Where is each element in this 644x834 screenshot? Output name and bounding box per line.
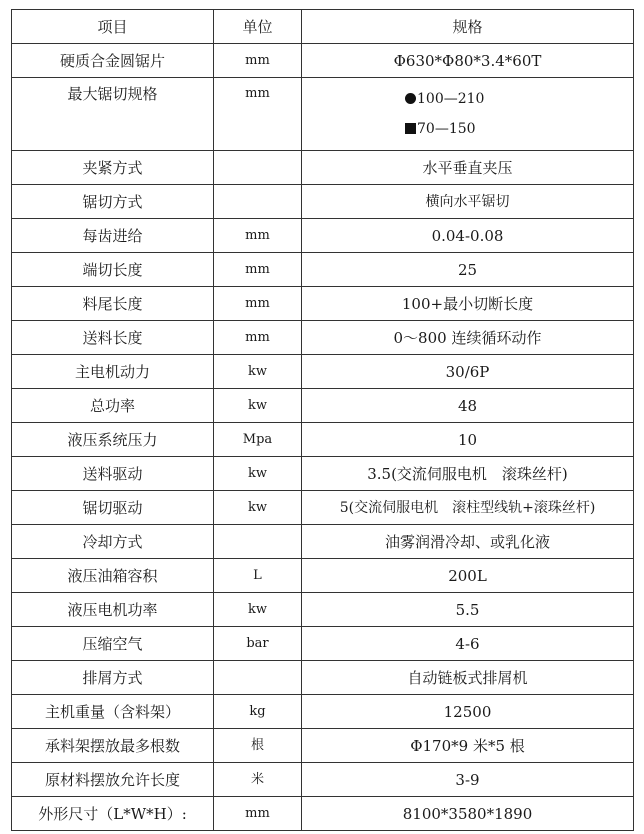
filled-square-icon bbox=[405, 123, 416, 134]
table-header-row bbox=[12, 10, 634, 44]
row-unit: 米 bbox=[214, 763, 302, 797]
table-row bbox=[12, 593, 634, 627]
row-item: 总功率 bbox=[12, 389, 214, 423]
row-spec: 0～800 连续循环动作 bbox=[302, 321, 634, 355]
row-spec: 200L bbox=[302, 559, 634, 593]
row-item: 送料驱动 bbox=[12, 457, 214, 491]
row-item: 外形尺寸（L*W*H）: bbox=[12, 797, 214, 831]
table-row bbox=[12, 661, 634, 695]
header-spec: 规格 bbox=[302, 10, 634, 44]
row-spec: 25 bbox=[302, 253, 634, 287]
row-spec: 5.5 bbox=[302, 593, 634, 627]
row-item: 冷却方式 bbox=[12, 525, 214, 559]
row-unit: mm bbox=[214, 321, 302, 355]
row-spec: 8100*3580*1890 bbox=[302, 797, 634, 831]
row-spec: 12500 bbox=[302, 695, 634, 729]
row-spec: 4-6 bbox=[302, 627, 634, 661]
row-unit: Mpa bbox=[214, 423, 302, 457]
table-row bbox=[12, 78, 634, 151]
row-unit: bar bbox=[214, 627, 302, 661]
row-unit bbox=[214, 185, 302, 219]
table-row bbox=[12, 457, 634, 491]
row-item: 液压油箱容积 bbox=[12, 559, 214, 593]
row-item: 压缩空气 bbox=[12, 627, 214, 661]
table-row bbox=[12, 423, 634, 457]
row-spec: Φ170*9 米*5 根 bbox=[302, 729, 634, 763]
row-unit: kw bbox=[214, 491, 302, 525]
row-spec: 水平垂直夹压 bbox=[302, 151, 634, 185]
row-spec: 横向水平锯切 bbox=[302, 185, 634, 219]
row-unit: mm bbox=[214, 44, 302, 78]
table-row bbox=[12, 44, 634, 78]
table-row bbox=[12, 797, 634, 831]
filled-circle-icon bbox=[405, 93, 416, 104]
row-item: 液压电机功率 bbox=[12, 593, 214, 627]
row-spec: 100+最小切断长度 bbox=[302, 287, 634, 321]
table-row bbox=[12, 491, 634, 525]
row-item: 排屑方式 bbox=[12, 661, 214, 695]
row-unit: mm bbox=[214, 253, 302, 287]
table-row bbox=[12, 355, 634, 389]
spec-square-value: 70—150 bbox=[417, 121, 476, 137]
row-spec: 3-9 bbox=[302, 763, 634, 797]
row-spec: 5(交流伺服电机 滚柱型线轨+滚珠丝杆) bbox=[302, 491, 634, 525]
table-row bbox=[12, 389, 634, 423]
spec-round-line bbox=[302, 84, 633, 114]
table-row bbox=[12, 253, 634, 287]
row-unit: kw bbox=[214, 355, 302, 389]
row-spec bbox=[302, 78, 634, 151]
row-spec: 自动链板式排屑机 bbox=[302, 661, 634, 695]
row-item: 硬质合金圆锯片 bbox=[12, 44, 214, 78]
table-row bbox=[12, 219, 634, 253]
row-spec: 30/6P bbox=[302, 355, 634, 389]
table-row bbox=[12, 321, 634, 355]
row-unit: kw bbox=[214, 457, 302, 491]
table-row bbox=[12, 695, 634, 729]
row-unit: 根 bbox=[214, 729, 302, 763]
row-unit: kg bbox=[214, 695, 302, 729]
row-item: 锯切驱动 bbox=[12, 491, 214, 525]
row-item: 料尾长度 bbox=[12, 287, 214, 321]
row-unit: mm bbox=[214, 797, 302, 831]
row-item: 最大锯切规格 bbox=[12, 78, 214, 151]
row-spec: 10 bbox=[302, 423, 634, 457]
row-item: 承料架摆放最多根数 bbox=[12, 729, 214, 763]
table-row bbox=[12, 559, 634, 593]
table-row bbox=[12, 151, 634, 185]
row-item: 原材料摆放允许长度 bbox=[12, 763, 214, 797]
row-spec: 48 bbox=[302, 389, 634, 423]
table-row bbox=[12, 763, 634, 797]
table-row bbox=[12, 627, 634, 661]
row-unit bbox=[214, 661, 302, 695]
row-unit: kw bbox=[214, 593, 302, 627]
table-row bbox=[12, 525, 634, 559]
row-unit: mm bbox=[214, 287, 302, 321]
row-spec: 3.5(交流伺服电机 滚珠丝杆) bbox=[302, 457, 634, 491]
row-item: 端切长度 bbox=[12, 253, 214, 287]
table-row bbox=[12, 287, 634, 321]
row-item: 送料长度 bbox=[12, 321, 214, 355]
row-spec: 油雾润滑冷却、或乳化液 bbox=[302, 525, 634, 559]
table-row bbox=[12, 729, 634, 763]
row-unit: kw bbox=[214, 389, 302, 423]
row-item: 主机重量（含料架） bbox=[12, 695, 214, 729]
row-item: 夹紧方式 bbox=[12, 151, 214, 185]
row-item: 锯切方式 bbox=[12, 185, 214, 219]
row-item: 液压系统压力 bbox=[12, 423, 214, 457]
row-spec: Φ630*Φ80*3.4*60T bbox=[302, 44, 634, 78]
header-item: 项目 bbox=[12, 10, 214, 44]
row-item: 每齿进给 bbox=[12, 219, 214, 253]
header-unit: 单位 bbox=[214, 10, 302, 44]
spec-round-value: 100—210 bbox=[417, 91, 485, 107]
row-unit bbox=[214, 151, 302, 185]
row-unit bbox=[214, 525, 302, 559]
spec-sheet bbox=[11, 9, 633, 831]
spec-square-line bbox=[302, 114, 633, 144]
spec-table bbox=[11, 9, 634, 831]
row-unit: mm bbox=[214, 219, 302, 253]
table-row bbox=[12, 185, 634, 219]
row-item: 主电机动力 bbox=[12, 355, 214, 389]
row-unit: L bbox=[214, 559, 302, 593]
row-unit: mm bbox=[214, 78, 302, 151]
row-spec: 0.04-0.08 bbox=[302, 219, 634, 253]
